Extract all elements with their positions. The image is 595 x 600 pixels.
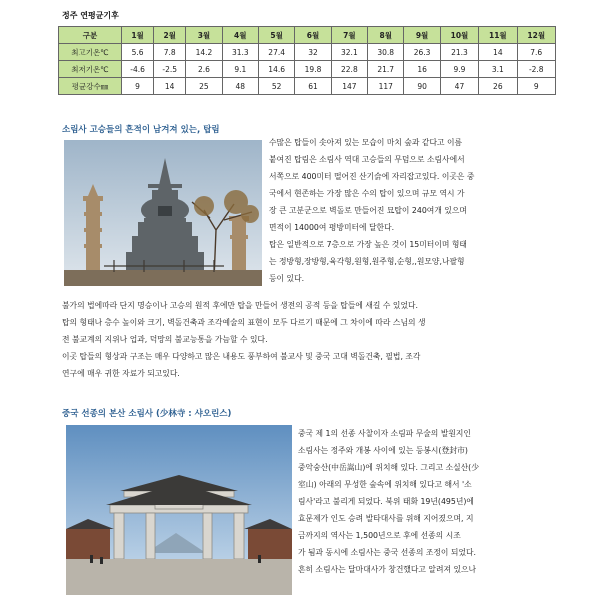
table-cell: -2.8: [517, 61, 555, 78]
paragraph-line: 불가의 법에따라 단지 명승이나 고승의 원적 후에만 탑을 만들어 생전의 공적 등을 탑들에 새길 수 있었다.: [62, 301, 418, 310]
table-header-cell: 4월: [222, 27, 258, 44]
pagoda-forest-description: [269, 134, 531, 287]
table-cell: 3.1: [479, 61, 517, 78]
table-cell: 21.7: [368, 61, 404, 78]
table-cell: 9.9: [440, 61, 478, 78]
table-cell: 22.8: [331, 61, 367, 78]
table-cell: -4.6: [122, 61, 154, 78]
paragraph-line: 림사'라고 불리게 되었다. 북위 태화 19년(495년)에: [298, 497, 474, 506]
section-title-pagoda-forest: 소림사 고승들의 흔적이 남겨져 있는, 탑림: [62, 125, 220, 135]
paragraph-line: 붙여진 탑림은 소림사 역대 고승들의 무덤으로 소림사에서: [269, 155, 465, 164]
table-header-cell: 2월: [154, 27, 186, 44]
climate-table: [58, 26, 556, 95]
paragraph-line: 중악숭산(中岳嵩山)에 위치해 있다. 그리고 소실산(少: [298, 463, 480, 472]
paragraph-line: 등이 있다.: [269, 274, 305, 283]
table-row: [59, 78, 556, 95]
climate-table-caption: 정주 연평균기후: [62, 11, 119, 20]
table-cell: 26.3: [404, 44, 440, 61]
table-cell: 47: [440, 78, 478, 95]
table-cell: 90: [404, 78, 440, 95]
table-cell: 48: [222, 78, 258, 95]
table-header-cell: 6월: [295, 27, 331, 44]
table-header-cell: 7월: [331, 27, 367, 44]
table-cell: 9.1: [222, 61, 258, 78]
table-cell: 27.4: [258, 44, 294, 61]
table-cell: 14: [154, 78, 186, 95]
paragraph-line: 는 정방형,장방형,육각형,원형,원주형,순형,,원모양,나팔형: [269, 257, 465, 266]
table-cell: 16: [404, 61, 440, 78]
pagoda-forest-illustration: [64, 140, 262, 286]
table-cell: 31.3: [222, 44, 258, 61]
table-cell: 2.6: [186, 61, 222, 78]
table-cell: 61: [295, 78, 331, 95]
table-header-cell: 3월: [186, 27, 222, 44]
table-cell: 14: [479, 44, 517, 61]
shaolin-gate-illustration: [66, 425, 292, 595]
paragraph-line: 수많은 탑들이 솟아져 있는 모습이 마치 숲과 같다고 이름: [269, 138, 463, 147]
table-cell: -2.5: [154, 61, 186, 78]
paragraph-line: 면적이 14000여 평방미터에 달한다.: [269, 223, 395, 232]
table-cell: 25: [186, 78, 222, 95]
section-title-shaolin-temple: 중국 선종의 본산 소림사 (少林寺 : 샤오린스): [62, 409, 232, 419]
table-header-cell: 구분: [59, 27, 122, 44]
paragraph-line: 흔히 소림사는 달마대사가 창건했다고 알려져 있으나: [298, 565, 477, 574]
paragraph-line: 이곳 탑들의 형상과 구조는 매우 다양하고 많은 내용도 풍부하여 불교사 및 중국 고대 벽돌건축, 필법, 조각: [62, 352, 421, 361]
pagoda-forest-history: [62, 297, 532, 382]
paragraph-line: 장 큰 고분군으로 벽돌로 만들어진 묘탑이 240여개 있으며: [269, 206, 467, 215]
paragraph-line: 연구에 매우 귀한 자료가 되고있다.: [62, 369, 180, 378]
table-cell: 117: [368, 78, 404, 95]
paragraph-line: 탑의 형태나 층수 높이와 크기, 벽돌건축과 조각예술의 표현이 모두 다르기 때문에 그 차이에 따라 스님의 생: [62, 318, 426, 327]
table-row: [59, 44, 556, 61]
table-row-label: 최저기온℃: [59, 61, 122, 78]
table-cell: 7.6: [517, 44, 555, 61]
table-cell: 52: [258, 78, 294, 95]
table-row-label: 최고기온℃: [59, 44, 122, 61]
pagoda-forest-photo: [64, 140, 262, 286]
paragraph-line: 효문제가 인도 승려 발타대사를 위해 지어졌으며, 지: [298, 514, 474, 523]
table-row-label: 평균강수㎜: [59, 78, 122, 95]
table-header-cell: 12월: [517, 27, 555, 44]
table-cell: 30.8: [368, 44, 404, 61]
table-cell: 14.2: [186, 44, 222, 61]
table-header-cell: 10월: [440, 27, 478, 44]
table-cell: 14.6: [258, 61, 294, 78]
table-cell: 9: [517, 78, 555, 95]
paragraph-line: 소림사는 정주와 개봉 사이에 있는 등봉시(登封市): [298, 446, 468, 455]
table-cell: 9: [122, 78, 154, 95]
table-header-cell: 5월: [258, 27, 294, 44]
table-header-cell: 1월: [122, 27, 154, 44]
table-header-row: [59, 27, 556, 44]
table-cell: 5.6: [122, 44, 154, 61]
paragraph-line: 가 됨과 동시에 소림사는 중국 선종의 조정이 되었다.: [298, 548, 476, 557]
paragraph-line: 서쪽으로 400미터 떨어진 산기슭에 자리잡고있다. 이곳은 중: [269, 172, 475, 181]
paragraph-line: 탑은 일반적으로 7층으로 가장 높은 것이 15미터이며 형태: [269, 240, 467, 249]
table-cell: 21.3: [440, 44, 478, 61]
shaolin-gate-photo: [66, 425, 292, 595]
table-cell: 32: [295, 44, 331, 61]
table-cell: 19.8: [295, 61, 331, 78]
shaolin-temple-description: [298, 425, 532, 578]
table-cell: 32.1: [331, 44, 367, 61]
table-cell: 7.8: [154, 44, 186, 61]
table-cell: 147: [331, 78, 367, 95]
table-cell: 26: [479, 78, 517, 95]
table-header-cell: 11월: [479, 27, 517, 44]
paragraph-line: 금까지의 역사는 1,500년으로 후에 선종의 시조: [298, 531, 461, 540]
paragraph-line: 국에서 현존하는 가장 많은 수의 탑이 있으며 규모 역시 가: [269, 189, 465, 198]
table-row: [59, 61, 556, 78]
paragraph-line: 室山) 아래의 무성한 숲속에 위치해 있다고 해서 '소: [298, 480, 472, 489]
table-header-cell: 8월: [368, 27, 404, 44]
paragraph-line: 전 불교계의 지위나 업과, 덕망의 불교능통을 가늠할 수 있다.: [62, 335, 268, 344]
paragraph-line: 중국 제 1의 선종 사찰이자 소림파 무술의 발원지인: [298, 429, 471, 438]
table-header-cell: 9월: [404, 27, 440, 44]
